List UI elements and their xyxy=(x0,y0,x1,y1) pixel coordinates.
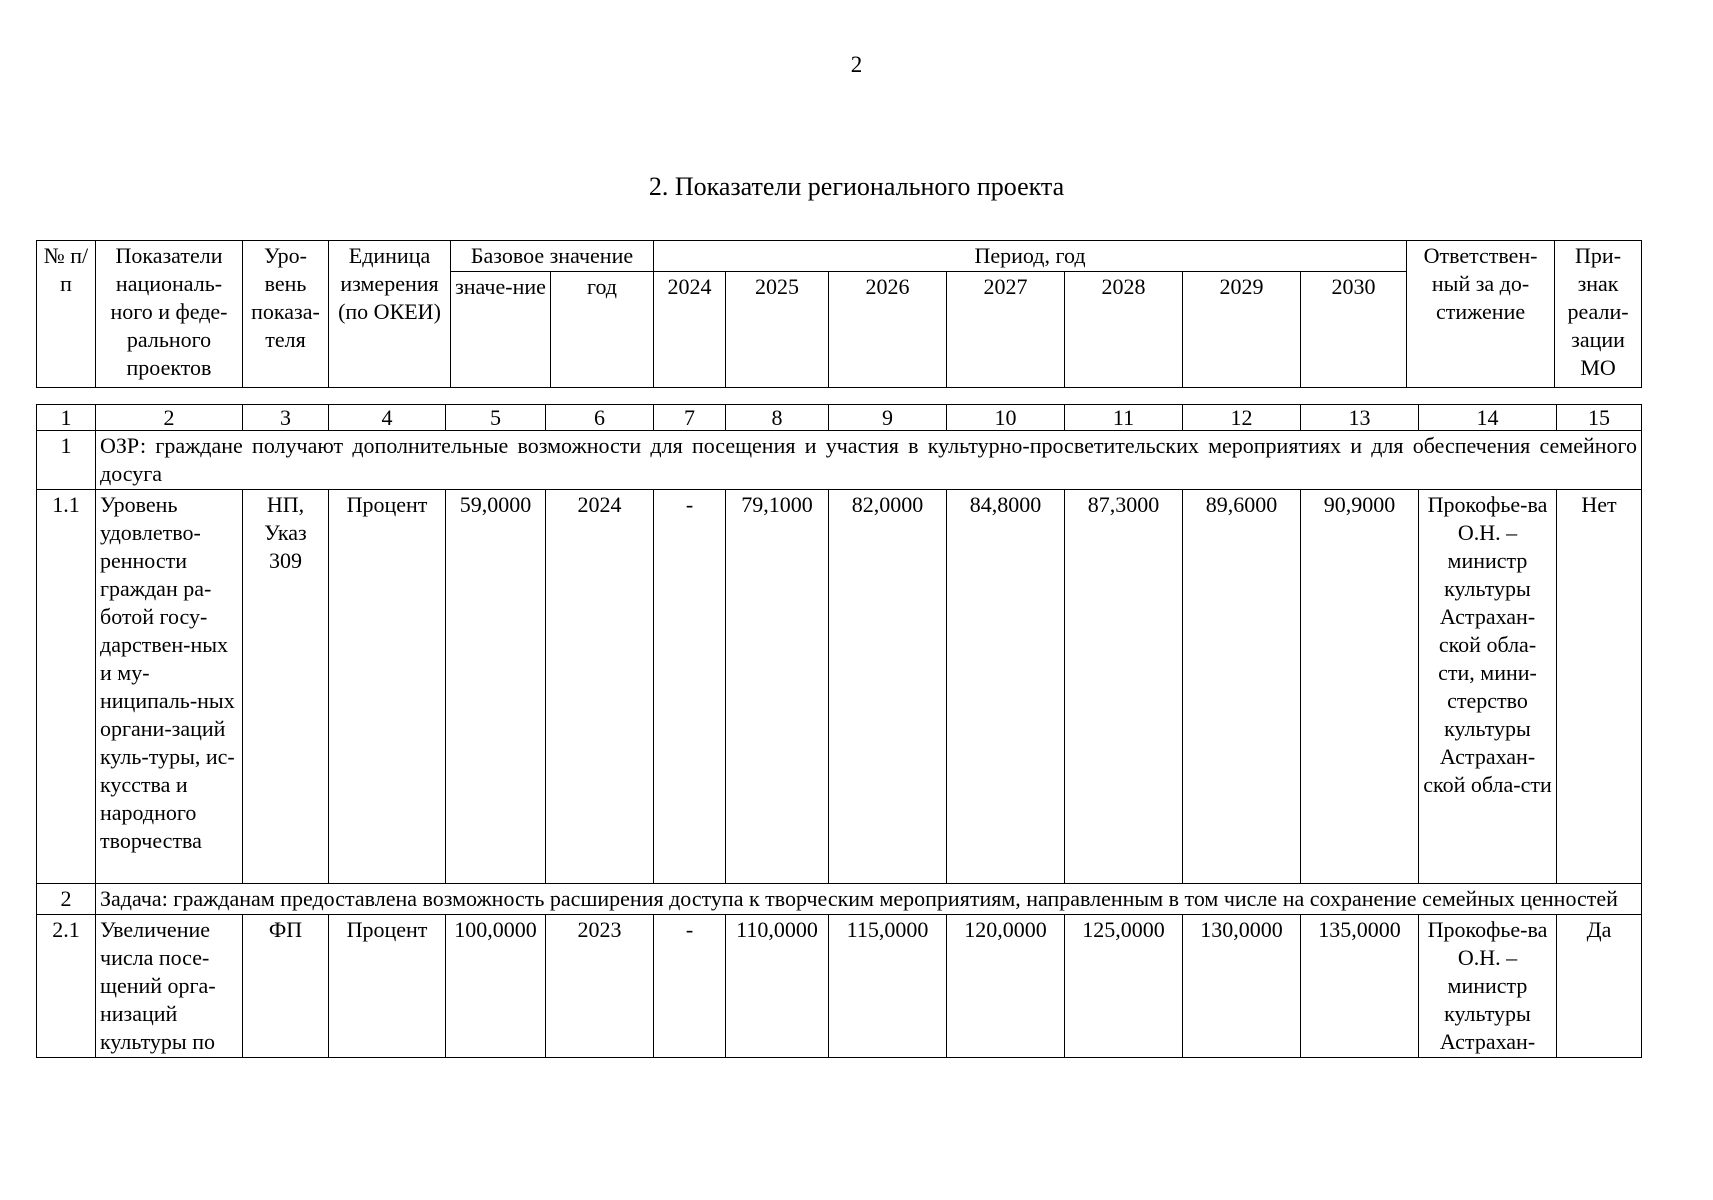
indicator-level: ФП xyxy=(243,915,329,1058)
value-2026: 82,0000 xyxy=(829,490,947,884)
header-year-2024: 2024 xyxy=(654,272,726,388)
column-number: 9 xyxy=(829,405,947,431)
column-number: 4 xyxy=(329,405,446,431)
header-year-2025: 2025 xyxy=(726,272,829,388)
value-2025: 110,0000 xyxy=(726,915,829,1058)
section-row xyxy=(37,884,1642,915)
value-2029: 89,6000 xyxy=(1183,490,1301,884)
column-number: 7 xyxy=(654,405,726,431)
header-year-2026: 2026 xyxy=(829,272,947,388)
mo-flag: Да xyxy=(1557,915,1642,1058)
base-value: 100,0000 xyxy=(446,915,546,1058)
row-number: 2.1 xyxy=(37,915,96,1058)
value-2030: 135,0000 xyxy=(1301,915,1419,1058)
value-2027: 84,8000 xyxy=(947,490,1065,884)
responsible: Прокофье-ва О.Н. – министр культуры Астрахан-ской обла-сти, мини-стерство культуры Астрахан-ской обла-сти xyxy=(1419,490,1557,884)
column-number: 2 xyxy=(96,405,243,431)
responsible: Прокофье-ва О.Н. – министр культуры Астрахан- xyxy=(1419,915,1557,1058)
header-col-level: Уро-вень показа-теля xyxy=(243,241,329,388)
column-number: 5 xyxy=(446,405,546,431)
base-value: 59,0000 xyxy=(446,490,546,884)
column-number: 6 xyxy=(546,405,654,431)
column-number: 11 xyxy=(1065,405,1183,431)
indicator-level: НП, Указ 309 xyxy=(243,490,329,884)
section-number: 1 xyxy=(37,431,96,490)
value-2026: 115,0000 xyxy=(829,915,947,1058)
indicator-row xyxy=(37,915,1642,1058)
column-number: 10 xyxy=(947,405,1065,431)
base-year: 2023 xyxy=(546,915,654,1058)
header-year-2028: 2028 xyxy=(1065,272,1183,388)
value-2024: - xyxy=(654,490,726,884)
header-col-base-value: значе-ние xyxy=(451,272,551,388)
page-title: 2. Показатели регионального проекта xyxy=(648,172,1065,201)
header-col-period: Период, год xyxy=(654,241,1407,272)
header-col-unit: Единица измерения (по ОКЕИ) xyxy=(329,241,451,388)
value-2027: 120,0000 xyxy=(947,915,1065,1058)
indicator-name: Увеличение числа посе-щений орга-низаций культуры по xyxy=(96,915,243,1058)
value-2029: 130,0000 xyxy=(1183,915,1301,1058)
column-number: 8 xyxy=(726,405,829,431)
value-2024: - xyxy=(654,915,726,1058)
header-year-2029: 2029 xyxy=(1183,272,1301,388)
mo-flag: Нет xyxy=(1557,490,1642,884)
header-col-num: № п/п xyxy=(37,241,96,388)
header-year-2027: 2027 xyxy=(947,272,1065,388)
column-number: 15 xyxy=(1557,405,1642,431)
column-number: 14 xyxy=(1419,405,1557,431)
header-table xyxy=(36,240,1642,388)
indicator-name: Уровень удовлетво-ренности граждан ра-ботой госу-дарствен-ных и му-ниципаль-ных органи-заций куль-туры, ис-кусства и народного творчества xyxy=(96,490,243,884)
column-numbers-row xyxy=(37,405,1642,431)
indicator-unit: Процент xyxy=(329,915,446,1058)
header-col-responsible: Ответствен-ный за до-стижение xyxy=(1407,241,1555,388)
header-col-base: Базовое значение xyxy=(451,241,654,272)
section-text: Задача: гражданам предоставлена возможность расширения доступа к творческим мероприятиям, направленным в том числе на сохранение семейных ценностей xyxy=(96,884,1642,915)
header-year-2030: 2030 xyxy=(1301,272,1407,388)
page-number: 2 xyxy=(850,52,863,77)
value-2028: 87,3000 xyxy=(1065,490,1183,884)
value-2025: 79,1000 xyxy=(726,490,829,884)
column-number: 13 xyxy=(1301,405,1419,431)
value-2030: 90,9000 xyxy=(1301,490,1419,884)
row-number: 1.1 xyxy=(37,490,96,884)
column-number: 1 xyxy=(37,405,96,431)
indicators-table xyxy=(36,404,1642,1058)
column-number: 12 xyxy=(1183,405,1301,431)
value-2028: 125,0000 xyxy=(1065,915,1183,1058)
column-number: 3 xyxy=(243,405,329,431)
section-number: 2 xyxy=(37,884,96,915)
section-row xyxy=(37,431,1642,490)
header-col-mo: При-знак реали-зации МО xyxy=(1555,241,1642,388)
header-col-indicators: Показатели националь-ного и феде-рального проектов xyxy=(96,241,243,388)
base-year: 2024 xyxy=(546,490,654,884)
header-col-base-year: год xyxy=(551,272,654,388)
section-text: ОЗР: граждане получают дополнительные возможности для посещения и участия в культурно-просветительских мероприятиях и для обеспечения семейного досуга xyxy=(96,431,1642,490)
indicator-unit: Процент xyxy=(329,490,446,884)
indicator-row xyxy=(37,490,1642,884)
